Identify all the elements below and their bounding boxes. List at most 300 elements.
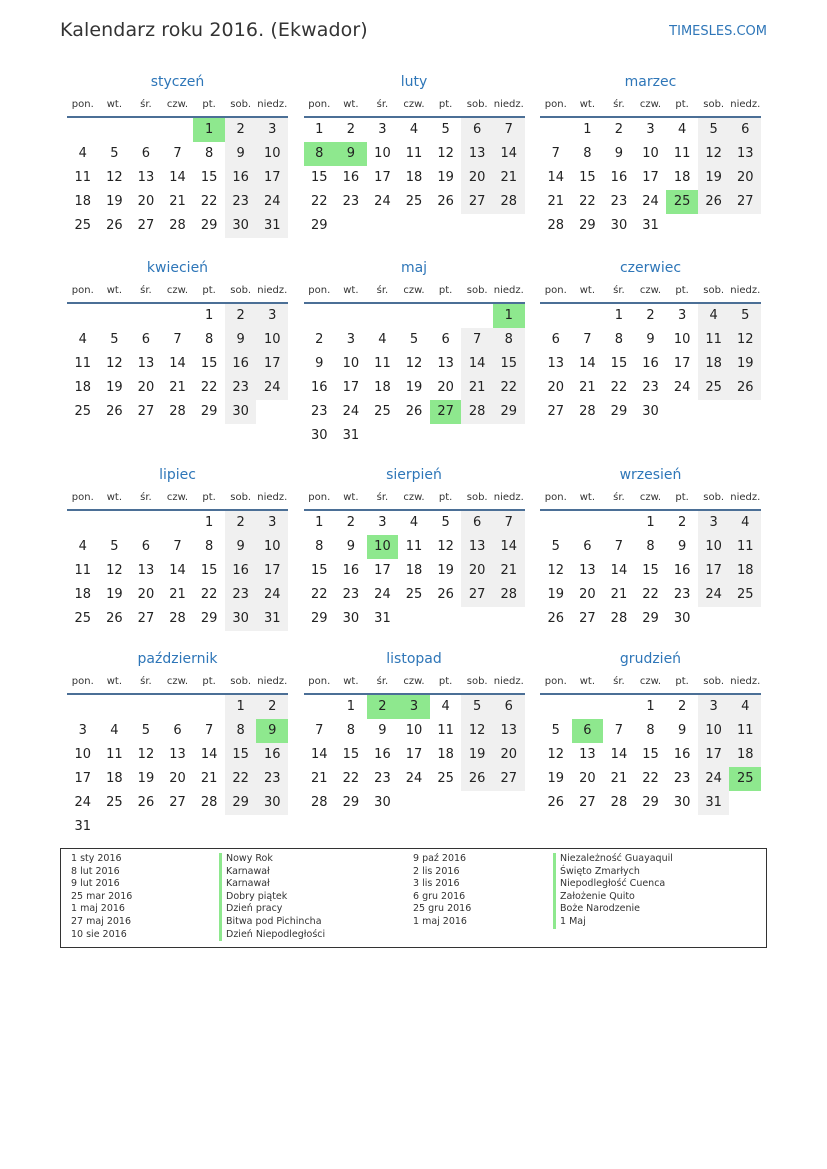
day-cell: 10 [698, 535, 730, 559]
weekday-label: wt. [106, 285, 122, 296]
weekday-label: niedz. [730, 676, 761, 687]
weekday-label: sob. [230, 492, 252, 503]
day-cell: 11 [374, 356, 391, 371]
month-title: styczeń [150, 74, 205, 90]
legend-holiday-name: Karnawał [219, 878, 325, 891]
day-cell: 27 [137, 218, 155, 233]
day-cell: 16 [642, 356, 659, 371]
day-cell: 23 [673, 771, 691, 786]
weekday-label: pon. [544, 676, 567, 687]
month-title: październik [137, 651, 218, 667]
empty-cell [398, 791, 430, 815]
day-cell: 1 [315, 122, 324, 137]
week-row [67, 166, 288, 190]
weekday-label: pon. [544, 492, 567, 503]
weekday-label: śr. [376, 99, 389, 110]
empty-cell [461, 304, 493, 328]
day-cell: 19 [106, 587, 123, 602]
day-cell: 3 [256, 304, 288, 328]
day-cell: 26 [106, 218, 123, 233]
week-row [540, 607, 761, 631]
day-cell: 4 [729, 511, 761, 535]
day-cell: 24 [374, 587, 391, 602]
day-cell: 2 [256, 695, 288, 719]
weekday-header [540, 280, 761, 304]
weekday-label: niedz. [493, 492, 524, 503]
day-cell: 21 [579, 380, 596, 395]
day-cell: 13 [729, 142, 761, 166]
day-cell: 3 [346, 332, 355, 347]
weekday-label: wt. [106, 99, 122, 110]
week-row [540, 559, 761, 583]
week-row [540, 376, 761, 400]
day-cell: 16 [610, 170, 628, 185]
day-cell: 29 [642, 611, 659, 626]
weekday-label: czw. [166, 676, 189, 687]
day-cell: 7 [173, 539, 182, 554]
week-row [67, 352, 288, 376]
day-cell: 21 [169, 587, 186, 602]
day-cell: 27 [461, 583, 493, 607]
day-cell: 1 [315, 515, 324, 530]
day-cell: 19 [106, 194, 123, 209]
legend-date: 8 lut 2016 [71, 865, 120, 877]
day-cell: 23 [342, 194, 360, 209]
week-row [304, 376, 525, 400]
day-cell: 9 [378, 723, 387, 738]
day-cell: 17 [642, 170, 659, 185]
day-cell: 19 [437, 563, 454, 578]
day-cell: 15 [311, 563, 328, 578]
weekday-label: czw. [403, 492, 425, 503]
week-row [304, 583, 525, 607]
day-cell: 4 [78, 332, 87, 347]
day-cell: 29 [200, 611, 218, 626]
day-cell: 15 [493, 352, 525, 376]
day-cell: 20 [137, 194, 155, 209]
day-cell: 10 [374, 146, 391, 161]
week-row [304, 511, 525, 535]
day-cell: 6 [461, 511, 493, 535]
weekday-label: pon. [308, 492, 331, 503]
day-cell: 25 [74, 218, 92, 233]
day-cell: 17 [256, 559, 288, 583]
day-cell: 31 [698, 791, 730, 815]
day-cell: 16 [256, 743, 288, 767]
month-title: luty [400, 74, 428, 90]
weekday-label: pon. [308, 285, 331, 296]
day-cell: 30 [610, 218, 628, 233]
empty-cell [572, 511, 604, 535]
day-cell: 19 [729, 352, 761, 376]
day-cell: 28 [200, 795, 218, 810]
day-cell: 9 [346, 539, 355, 554]
week-row [304, 695, 525, 719]
weekday-label: niedz. [493, 676, 524, 687]
holiday-day-cell: 9 [256, 719, 288, 743]
day-cell: 24 [256, 190, 288, 214]
day-cell: 23 [610, 194, 628, 209]
month-title: grudzień [619, 651, 682, 667]
day-cell: 8 [493, 328, 525, 352]
day-cell: 31 [374, 611, 391, 626]
weekday-label: czw. [166, 99, 189, 110]
empty-cell [461, 607, 493, 631]
day-cell: 29 [225, 791, 257, 815]
day-cell: 28 [461, 400, 493, 424]
day-cell: 3 [378, 122, 387, 137]
month-row [67, 256, 761, 448]
day-cell: 14 [200, 747, 218, 762]
holiday-day-cell: 9 [335, 142, 367, 166]
day-cell: 21 [461, 376, 493, 400]
day-cell: 3 [256, 511, 288, 535]
day-cell: 9 [225, 142, 257, 166]
empty-cell [398, 304, 430, 328]
day-cell: 22 [610, 380, 628, 395]
day-cell: 31 [256, 607, 288, 631]
day-cell: 25 [437, 771, 454, 786]
day-cell: 17 [74, 771, 92, 786]
week-row [540, 328, 761, 352]
day-cell: 8 [646, 723, 655, 738]
empty-cell [666, 214, 698, 238]
month-block [304, 70, 525, 238]
week-row [540, 118, 761, 142]
day-cell: 4 [677, 122, 687, 137]
day-cell: 10 [256, 142, 288, 166]
weekday-label: pon. [71, 492, 94, 503]
legend-holiday-name: Karnawał [219, 866, 325, 879]
legend-holiday-name: Nowy Rok [219, 853, 325, 866]
day-cell: 23 [673, 587, 691, 602]
empty-cell [304, 695, 336, 719]
legend-holiday-name: Bitwa pod Pichincha [219, 916, 325, 929]
month-block [304, 647, 525, 839]
weekday-header [67, 94, 288, 118]
day-cell: 4 [729, 695, 761, 719]
weekday-label: niedz. [493, 99, 524, 110]
week-row [304, 400, 525, 424]
holiday-day-cell: 2 [367, 695, 399, 719]
weekday-label: pon. [71, 99, 94, 110]
day-cell: 5 [461, 695, 493, 719]
weekday-header [67, 487, 288, 511]
week-row [540, 743, 761, 767]
weekday-label: pon. [71, 676, 94, 687]
day-cell: 9 [646, 332, 655, 347]
week-row [540, 214, 761, 238]
day-cell: 15 [642, 747, 659, 762]
day-cell: 17 [698, 743, 730, 767]
day-cell: 7 [583, 332, 592, 347]
month-title: listopad [386, 651, 442, 667]
empty-cell [572, 695, 604, 719]
day-cell: 9 [225, 535, 257, 559]
day-cell: 6 [583, 539, 592, 554]
weekday-label: sob. [466, 492, 488, 503]
day-cell: 20 [493, 743, 525, 767]
legend-date: 25 mar 2016 [71, 890, 133, 902]
weekday-label: czw. [403, 676, 425, 687]
day-cell: 18 [106, 771, 123, 786]
day-cell: 28 [169, 404, 186, 419]
weekday-label: sob. [703, 492, 725, 503]
day-cell: 21 [493, 559, 525, 583]
empty-cell [162, 815, 194, 839]
weekday-label: pt. [438, 99, 453, 110]
day-cell: 15 [579, 170, 596, 185]
day-cell: 8 [646, 539, 655, 554]
day-cell: 22 [225, 767, 257, 791]
empty-cell [729, 791, 761, 815]
day-cell: 1 [346, 699, 355, 714]
week-row [540, 535, 761, 559]
week-row [304, 304, 525, 328]
day-cell: 25 [74, 404, 92, 419]
day-cell: 1 [583, 122, 592, 137]
day-cell: 18 [437, 747, 454, 762]
day-cell: 20 [729, 166, 761, 190]
empty-cell [67, 304, 99, 328]
day-cell: 10 [342, 356, 360, 371]
day-cell: 26 [106, 404, 123, 419]
day-cell: 7 [173, 146, 182, 161]
day-cell: 29 [610, 404, 628, 419]
day-cell: 18 [673, 170, 691, 185]
empty-cell [67, 511, 99, 535]
day-cell: 1 [204, 515, 214, 530]
empty-cell [540, 695, 572, 719]
weekday-label: śr. [613, 492, 625, 503]
weekday-label: wt. [579, 676, 595, 687]
day-cell: 2 [225, 511, 257, 535]
week-row [67, 695, 288, 719]
day-cell: 23 [256, 767, 288, 791]
empty-cell [225, 815, 257, 839]
weekday-label: pt. [438, 285, 453, 296]
day-cell: 30 [225, 400, 257, 424]
day-cell: 17 [405, 747, 423, 762]
month-row [67, 70, 761, 238]
empty-cell [398, 607, 430, 631]
week-row [67, 142, 288, 166]
day-cell: 10 [256, 535, 288, 559]
weekday-label: pt. [438, 676, 453, 687]
day-cell: 22 [579, 194, 596, 209]
day-cell: 11 [74, 356, 92, 371]
weekday-label: pt. [675, 99, 689, 110]
day-cell: 25 [698, 376, 730, 400]
day-cell: 2 [346, 515, 355, 530]
weekday-label: pt. [675, 285, 689, 296]
day-cell: 12 [106, 563, 123, 578]
day-cell: 24 [405, 771, 423, 786]
day-cell: 16 [342, 170, 360, 185]
day-cell: 14 [461, 352, 493, 376]
empty-cell [461, 424, 493, 448]
day-cell: 24 [74, 795, 92, 810]
week-row [540, 400, 761, 424]
day-cell: 21 [200, 771, 218, 786]
day-cell: 15 [225, 743, 257, 767]
weekday-label: wt. [343, 285, 359, 296]
day-cell: 30 [673, 795, 691, 810]
day-cell: 24 [698, 767, 730, 791]
day-cell: 8 [204, 146, 214, 161]
legend-right-dates [413, 853, 471, 929]
day-cell: 14 [169, 170, 186, 185]
day-cell: 18 [729, 743, 761, 767]
day-cell: 11 [437, 723, 454, 738]
day-cell: 23 [225, 190, 257, 214]
weekday-label: pon. [544, 99, 567, 110]
day-cell: 17 [256, 166, 288, 190]
weekday-label: czw. [639, 285, 662, 296]
empty-cell [493, 607, 525, 631]
day-cell: 4 [378, 332, 387, 347]
day-cell: 22 [642, 771, 659, 786]
day-cell: 13 [137, 170, 155, 185]
day-cell: 25 [729, 583, 761, 607]
day-cell: 3 [378, 515, 387, 530]
empty-cell [666, 400, 698, 424]
day-cell: 24 [698, 583, 730, 607]
day-cell: 27 [137, 404, 155, 419]
day-cell: 16 [225, 559, 257, 583]
day-cell: 18 [74, 194, 92, 209]
legend-date: 25 gru 2016 [413, 903, 472, 915]
day-cell: 11 [74, 170, 92, 185]
day-cell: 16 [374, 747, 391, 762]
weekday-label: wt. [579, 99, 595, 110]
day-cell: 3 [646, 122, 655, 137]
month-block [304, 256, 525, 448]
day-cell: 6 [551, 332, 560, 347]
day-cell: 18 [698, 352, 730, 376]
brand-link[interactable]: TIMESLES.COM [669, 24, 767, 39]
day-cell: 14 [311, 747, 328, 762]
legend-right-names [553, 853, 673, 929]
day-cell: 30 [642, 404, 659, 419]
empty-cell [430, 791, 462, 815]
weekday-label: wt. [106, 676, 122, 687]
weekday-label: sob. [230, 99, 252, 110]
week-row [67, 559, 288, 583]
legend-date: 1 maj 2016 [413, 915, 467, 927]
weekday-label: sob. [703, 285, 725, 296]
day-cell: 24 [342, 404, 360, 419]
weekday-header [304, 487, 525, 511]
day-cell: 30 [256, 791, 288, 815]
holiday-day-cell: 25 [666, 190, 698, 214]
day-cell: 28 [547, 218, 565, 233]
day-cell: 5 [110, 539, 119, 554]
day-cell: 20 [437, 380, 454, 395]
day-cell: 9 [614, 146, 624, 161]
day-cell: 5 [110, 146, 119, 161]
day-cell: 12 [405, 356, 423, 371]
month-block [67, 463, 288, 631]
week-row [304, 767, 525, 791]
day-cell: 24 [642, 194, 659, 209]
empty-cell [193, 815, 225, 839]
day-cell: 26 [698, 190, 730, 214]
week-row [67, 511, 288, 535]
day-cell: 12 [106, 356, 123, 371]
day-cell: 10 [256, 328, 288, 352]
day-cell: 26 [729, 376, 761, 400]
day-cell: 6 [141, 146, 151, 161]
holiday-day-cell: 1 [193, 118, 225, 142]
empty-cell [162, 304, 194, 328]
day-cell: 7 [315, 723, 324, 738]
day-cell: 31 [342, 428, 360, 443]
weekday-label: śr. [613, 285, 625, 296]
weekday-label: pon. [71, 285, 94, 296]
weekday-label: śr. [376, 492, 389, 503]
legend-holiday-name: Niepodległość Cuenca [553, 878, 673, 891]
day-cell: 17 [673, 356, 691, 371]
day-cell: 29 [200, 218, 218, 233]
day-cell: 5 [110, 332, 119, 347]
day-cell: 13 [493, 719, 525, 743]
day-cell: 12 [698, 142, 730, 166]
day-cell: 6 [141, 539, 151, 554]
legend-holiday-name: Niezależność Guayaquil [553, 853, 673, 866]
month-block [67, 256, 288, 448]
month-title: marzec [624, 74, 677, 90]
day-cell: 4 [78, 539, 87, 554]
weekday-label: wt. [343, 492, 359, 503]
weekday-label: wt. [579, 285, 595, 296]
day-cell: 4 [698, 304, 730, 328]
month-block [540, 70, 761, 238]
day-cell: 31 [74, 819, 92, 834]
empty-cell [130, 118, 162, 142]
day-cell: 8 [204, 332, 214, 347]
day-cell: 7 [461, 328, 493, 352]
legend-left-names [219, 853, 325, 941]
weekday-label: śr. [376, 676, 389, 687]
day-cell: 19 [437, 170, 454, 185]
day-cell: 23 [225, 376, 257, 400]
day-cell: 30 [225, 214, 257, 238]
weekday-label: sob. [466, 285, 488, 296]
day-cell: 2 [225, 304, 257, 328]
legend-date: 2 lis 2016 [413, 865, 460, 877]
day-cell: 23 [642, 380, 659, 395]
empty-cell [398, 214, 430, 238]
weekday-header [304, 94, 525, 118]
empty-cell [540, 118, 572, 142]
day-cell: 28 [169, 611, 186, 626]
day-cell: 26 [137, 795, 155, 810]
day-cell: 18 [405, 563, 423, 578]
day-cell: 27 [579, 795, 596, 810]
empty-cell [99, 511, 131, 535]
legend-holiday-name: 1 Maj [553, 916, 673, 929]
day-cell: 8 [346, 723, 355, 738]
day-cell: 25 [74, 611, 92, 626]
week-row [540, 166, 761, 190]
legend-date: 1 sty 2016 [71, 853, 122, 864]
week-row [540, 511, 761, 535]
weekday-header [304, 671, 525, 695]
empty-cell [493, 791, 525, 815]
empty-cell [99, 118, 131, 142]
day-cell: 21 [169, 194, 186, 209]
